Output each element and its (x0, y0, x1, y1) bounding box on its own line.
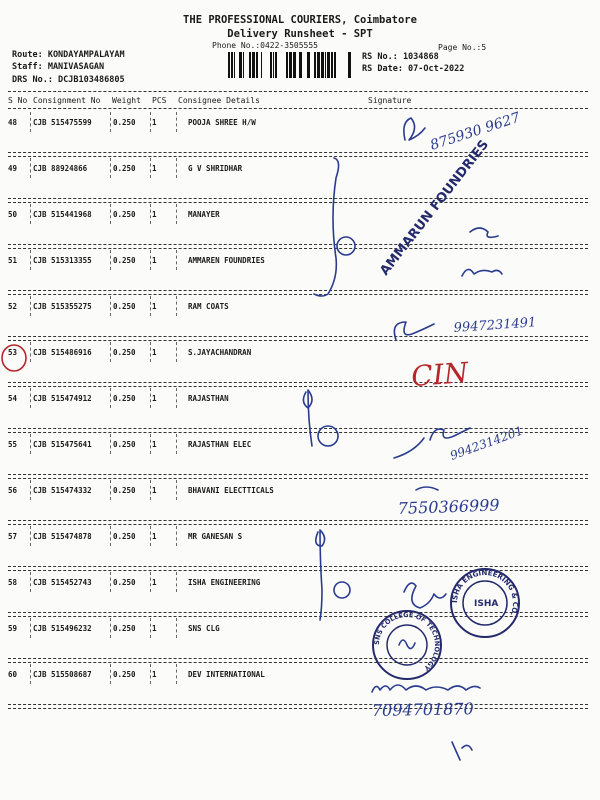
row-separator (8, 152, 588, 153)
header-rule (8, 91, 588, 92)
column-divider (110, 572, 111, 592)
column-divider (30, 388, 31, 408)
row-consignment: CJB 515496232 (33, 624, 92, 633)
phone-56: 7550366999 (397, 495, 500, 518)
column-divider (176, 342, 177, 362)
phone-number: Phone No.:0422-3505555 (212, 41, 318, 50)
column-divider (176, 158, 177, 178)
page-number: Page No.:5 (438, 43, 487, 52)
row-separator (8, 156, 588, 157)
staff: Staff: MANIVASAGAN (12, 62, 105, 72)
row-consignee: S.JAYACHANDRAN (188, 348, 252, 357)
row-separator (8, 570, 588, 571)
table-row (0, 486, 600, 532)
route: Route: KONDAYAMPALAYAM (12, 50, 125, 60)
column-divider (176, 526, 177, 546)
footer-mark (452, 742, 472, 760)
row-sno: 55 (8, 440, 18, 449)
row-separator (8, 616, 588, 617)
row-consignment: CJB 515355275 (33, 302, 92, 311)
column-divider (110, 434, 111, 454)
row-consignee: G V SHRIDHAR (188, 164, 243, 173)
row-pcs: 1 (152, 486, 157, 495)
table-row (0, 532, 600, 578)
row-consignment: CJB 515474332 (33, 486, 92, 495)
row-sno: 53 (8, 348, 18, 357)
table-row (0, 440, 600, 486)
column-divider (110, 480, 111, 500)
phone-48: 875930 9627 (428, 109, 523, 154)
row-weight: 0.250 (113, 486, 136, 495)
column-divider (30, 250, 31, 270)
row-consignee: BHAVANI ELECTTICALS (188, 486, 274, 495)
row-separator (8, 708, 588, 709)
phone-60: 7094701870 (371, 699, 474, 720)
row-pcs: 1 (152, 256, 157, 265)
column-divider (30, 572, 31, 592)
row-consignment: CJB 515441968 (33, 210, 92, 219)
row-separator (8, 198, 588, 199)
row-separator (8, 202, 588, 203)
table-row (0, 624, 600, 670)
row-pcs: 1 (152, 164, 157, 173)
row-separator (8, 290, 588, 291)
row-pcs: 1 (152, 440, 157, 449)
row-weight: 0.250 (113, 624, 136, 633)
company-name: THE PROFESSIONAL COURIERS, Coimbatore (183, 14, 417, 26)
row-consignment: CJB 515313355 (33, 256, 92, 265)
row-separator (8, 248, 588, 249)
row-pcs: 1 (152, 348, 157, 357)
column-divider (30, 664, 31, 684)
table-row (0, 164, 600, 210)
column-divider (30, 342, 31, 362)
row-sno: 59 (8, 624, 18, 633)
row-pcs: 1 (152, 118, 157, 127)
column-divider (176, 250, 177, 270)
column-divider (176, 572, 177, 592)
table-row (0, 256, 600, 302)
column-divider (30, 434, 31, 454)
table-row (0, 118, 600, 164)
svg-text:ISHA: ISHA (474, 599, 499, 609)
table-row (0, 670, 600, 716)
table-row (0, 578, 600, 624)
row-sno: 52 (8, 302, 18, 311)
column-divider (110, 158, 111, 178)
column-divider (150, 572, 151, 592)
column-divider (150, 618, 151, 638)
column-divider (30, 480, 31, 500)
column-divider (30, 158, 31, 178)
drs-number: DRS No.: DCJB103486805 (12, 75, 125, 85)
row-consignment: CJB 515508687 (33, 670, 92, 679)
rs-number: RS No.: 1034868 (362, 52, 439, 62)
row-sno: 50 (8, 210, 18, 219)
column-divider (176, 664, 177, 684)
row-weight: 0.250 (113, 348, 136, 357)
column-divider (150, 664, 151, 684)
row-consignment: CJB 515475599 (33, 118, 92, 127)
row-pcs: 1 (152, 532, 157, 541)
column-divider (150, 158, 151, 178)
column-divider (176, 296, 177, 316)
table-row (0, 302, 600, 348)
runsheet-title: Delivery Runsheet - SPT (227, 28, 373, 40)
column-divider (150, 434, 151, 454)
row-sno: 54 (8, 394, 18, 403)
row-weight: 0.250 (113, 578, 136, 587)
column-divider (150, 480, 151, 500)
rs-date: RS Date: 07-Oct-2022 (362, 64, 465, 74)
row-weight: 0.250 (113, 670, 136, 679)
row-separator (8, 524, 588, 525)
row-consignment: CJB 515452743 (33, 578, 92, 587)
phone-55: 9942314201 (448, 423, 525, 463)
column-divider (176, 434, 177, 454)
column-divider (150, 250, 151, 270)
row-separator (8, 658, 588, 659)
row-sno: 48 (8, 118, 18, 127)
row-pcs: 1 (152, 394, 157, 403)
ammarun-stamp: AMMARUN FOUNDRIES (377, 137, 493, 279)
row-sno: 49 (8, 164, 18, 173)
row-separator (8, 566, 588, 567)
row-sno: 56 (8, 486, 18, 495)
row-separator (8, 662, 588, 663)
row-consignee: SNS CLG (188, 624, 220, 633)
row-separator (8, 382, 588, 383)
row-sno: 58 (8, 578, 18, 587)
col-weight: Weight (112, 96, 141, 105)
row-weight: 0.250 (113, 210, 136, 219)
column-divider (30, 618, 31, 638)
column-divider (110, 112, 111, 132)
row-pcs: 1 (152, 624, 157, 633)
row-consignee: MANAYER (188, 210, 220, 219)
row-separator (8, 386, 588, 387)
column-divider (110, 204, 111, 224)
row-sno: 51 (8, 256, 18, 265)
row-consignment: CJB 515486916 (33, 348, 92, 357)
column-divider (110, 664, 111, 684)
row-consignee: ISHA ENGINEERING (188, 578, 261, 587)
svg-text:SNS COLLEGE OF TECHNOLOGY: SNS COLLEGE OF TECHNOLOGY (372, 610, 442, 673)
row-weight: 0.250 (113, 302, 136, 311)
column-divider (150, 388, 151, 408)
column-divider (30, 526, 31, 546)
column-divider (150, 112, 151, 132)
row-separator (8, 474, 588, 475)
column-rule (8, 108, 588, 109)
column-divider (110, 388, 111, 408)
row-consignee: DEV INTERNATIONAL (188, 670, 265, 679)
svg-text:ISHA ENGINEERING & CO.: ISHA ENGINEERING & CO. (450, 568, 520, 618)
row-separator (8, 428, 588, 429)
row-weight: 0.250 (113, 164, 136, 173)
row-pcs: 1 (152, 302, 157, 311)
column-divider (30, 296, 31, 316)
phone-52: 9947231491 (453, 315, 537, 336)
column-divider (110, 342, 111, 362)
column-divider (176, 112, 177, 132)
row-consignee: POOJA SHREE H/W (188, 118, 256, 127)
column-divider (110, 526, 111, 546)
column-divider (176, 480, 177, 500)
col-sno: S No (8, 96, 28, 105)
column-divider (110, 250, 111, 270)
table-row (0, 348, 600, 394)
row-consignee: MR GANESAN S (188, 532, 243, 541)
column-divider (30, 112, 31, 132)
column-divider (176, 388, 177, 408)
column-divider (150, 526, 151, 546)
row-consignee: RAJASTHAN ELEC (188, 440, 252, 449)
row-separator (8, 340, 588, 341)
row-consignment: CJB 515474912 (33, 394, 92, 403)
row-weight: 0.250 (113, 256, 136, 265)
row-separator (8, 294, 588, 295)
column-divider (176, 204, 177, 224)
row-sno: 57 (8, 532, 18, 541)
col-consignment: Consignment No (33, 96, 101, 105)
row-consignment: CJB 515474878 (33, 532, 92, 541)
row-separator (8, 336, 588, 337)
column-divider (150, 296, 151, 316)
row-separator (8, 244, 588, 245)
row-consignment: CJB 515475641 (33, 440, 92, 449)
row-consignee: RAJASTHAN (188, 394, 229, 403)
column-divider (176, 618, 177, 638)
column-divider (30, 204, 31, 224)
cin-note-53: CIN (410, 356, 470, 393)
column-divider (150, 204, 151, 224)
row-weight: 0.250 (113, 394, 136, 403)
table-row (0, 210, 600, 256)
row-consignment: CJB 88924866 (33, 164, 88, 173)
row-weight: 0.250 (113, 440, 136, 449)
row-pcs: 1 (152, 670, 157, 679)
row-separator (8, 612, 588, 613)
row-separator (8, 520, 588, 521)
col-pcs: PCS (152, 96, 167, 105)
col-consignee: Consignee Details (178, 96, 260, 105)
row-sno: 60 (8, 670, 18, 679)
row-pcs: 1 (152, 210, 157, 219)
column-divider (150, 342, 151, 362)
row-separator (8, 704, 588, 705)
row-pcs: 1 (152, 578, 157, 587)
row-separator (8, 478, 588, 479)
table-row (0, 394, 600, 440)
col-signature: Signature (368, 96, 412, 105)
row-weight: 0.250 (113, 532, 136, 541)
row-separator (8, 432, 588, 433)
barcode (228, 52, 354, 78)
row-weight: 0.250 (113, 118, 136, 127)
row-consignee: AMMAREN FOUNDRIES (188, 256, 265, 265)
column-divider (110, 618, 111, 638)
column-divider (110, 296, 111, 316)
row-consignee: RAM COATS (188, 302, 229, 311)
